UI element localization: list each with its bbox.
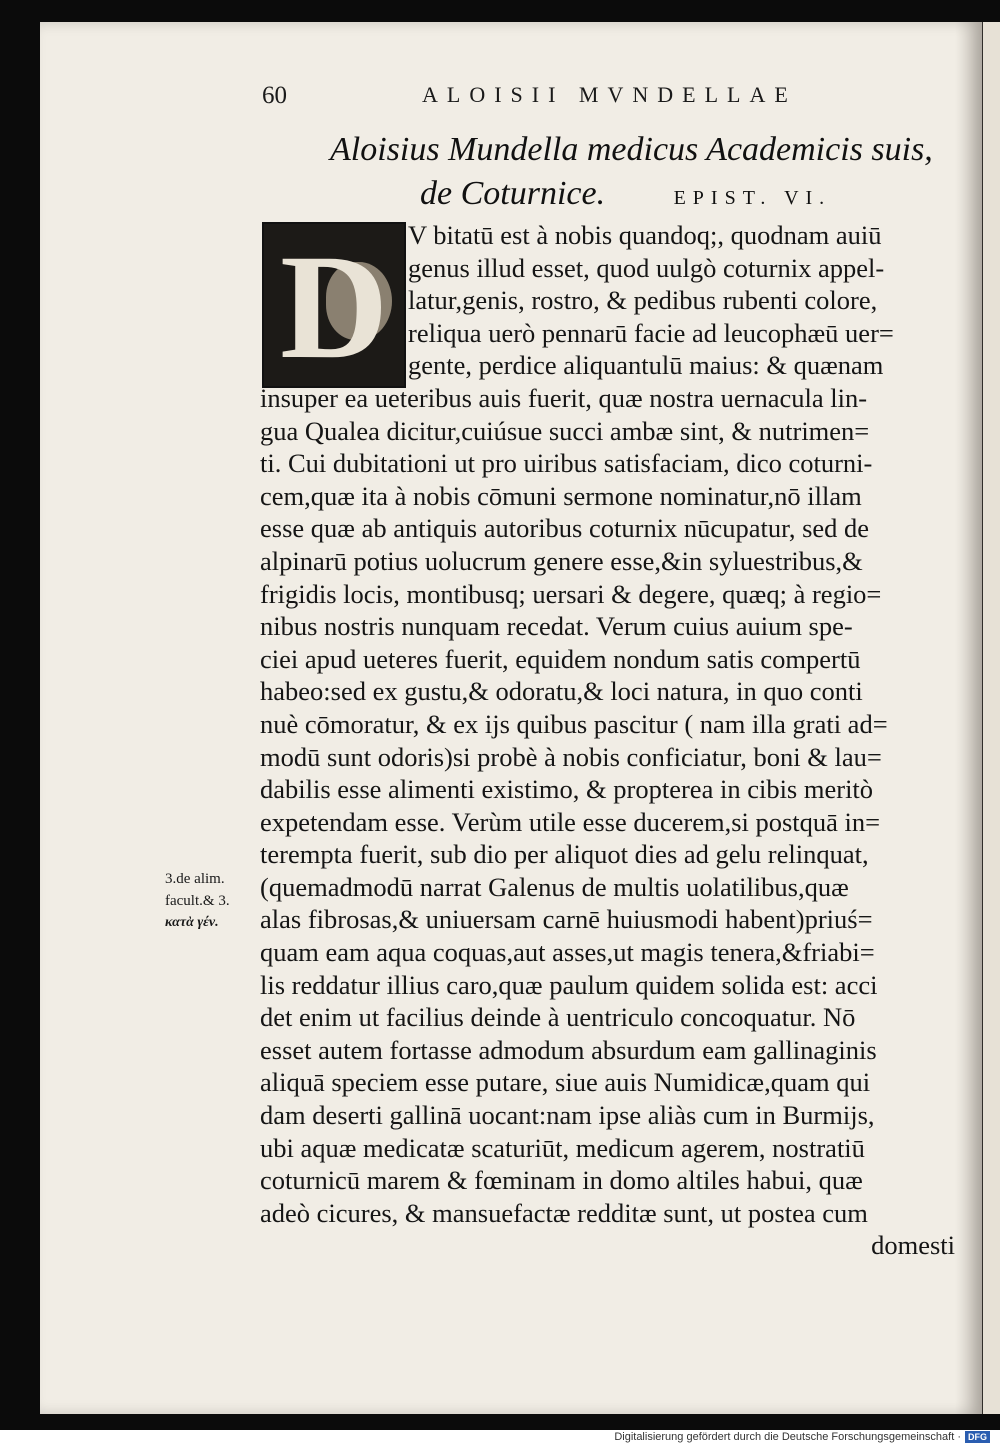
text-line: insuper ea ueteribus auis fuerit, quæ nostra uernacula lin- — [260, 382, 868, 413]
margin-note-line: facult.& 3. — [165, 893, 230, 909]
margin-note-line: κατὰ γέν. — [165, 915, 219, 930]
epistle-body — [260, 219, 955, 1262]
epistle-number: EPIST. VI. — [673, 187, 832, 209]
running-title: ALOISII MVNDELLAE — [422, 82, 797, 107]
page-number: 60 — [262, 82, 287, 109]
epistle-heading-line2 — [330, 172, 950, 220]
text-line: modū sunt odoris)si probè à nobis conficiatur, boni & lau= — [260, 741, 882, 772]
text-line: frigidis locis, montibusq; uersari & degere, quæq; à regio= — [260, 578, 882, 609]
text-line: gua Qualea dicitur,cuiúsue succi ambæ sint, & nutrimen= — [260, 415, 870, 446]
epistle-heading — [330, 128, 950, 220]
text-line: reliqua uerò pennarū facie ad leucophæū uer= — [408, 317, 894, 348]
text-line: nibus nostris nunquam recedat. Verum cuius auium spe- — [260, 611, 853, 642]
text-line: latur,genis, rostro, & pedibus rubenti colore, — [408, 285, 878, 316]
text-line: dabilis esse alimenti existimo, & propterea in cibis meritò — [260, 774, 874, 805]
initial-letter: D — [280, 224, 389, 388]
text-line: alpinarū potius uolucrum genere esse,&in syluestribus,& — [260, 545, 863, 576]
page-gutter-shadow — [955, 22, 983, 1414]
text-line: aliquā speciem esse putare, siue auis Numidicæ,quam qui — [260, 1067, 871, 1098]
text-line: nuè cōmoratur, & ex ijs quibus pascitur ( nam illa grati ad= — [260, 708, 888, 739]
text-line: alas fibrosas,& uniuersam carnē huiusmodi habent)priuś= — [260, 904, 873, 935]
dfg-logo: DFG — [965, 1431, 990, 1443]
text-line: (quemadmodū narrat Galenus de multis uolatilibus,quæ — [260, 871, 849, 902]
margin-note-line: 3.de alim. — [165, 871, 225, 887]
text-line: ciei apud ueteres fuerit, equidem nondum satis compertū — [260, 643, 861, 674]
text-line: det enim ut facilius deinde à uentriculo concoquatur. Nō — [260, 1002, 856, 1033]
margin-note — [165, 868, 265, 934]
text-line: esset autem fortasse admodum absurdum eam gallinaginis — [260, 1034, 877, 1065]
text-line: terempta fuerit, sub dio per aliquot dies ad gelu relinquat, — [260, 839, 869, 870]
text-line: gente, perdice aliquantulū maius: & quænam — [408, 350, 884, 381]
text-line: quam eam aqua coquas,aut asses,ut magis tenera,&friabi= — [260, 937, 875, 968]
running-head — [262, 82, 802, 118]
text-line: esse quæ ab antiquis autoribus coturnix nūcupatur, sed de — [260, 513, 870, 544]
text-line: cem,quæ ita à nobis cōmuni sermone nominatur,nō illam — [260, 480, 862, 511]
epistle-subject: de Coturnice. — [420, 175, 606, 212]
text-line: adeò cicures, & mansuefactæ redditæ sunt, ut postea cum — [260, 1197, 868, 1228]
credit-text: Digitalisierung gefördert durch die Deutsche Forschungsgemeinschaft · — [614, 1431, 961, 1443]
adjacent-page-edge — [983, 22, 1000, 1414]
text-line: coturnicū marem & fœminam in domo altiles habui, quæ — [260, 1165, 863, 1196]
text-line: ubi aquæ medicatæ scaturiūt, medicum agerem, nostratiū — [260, 1132, 865, 1163]
text-line: expetendam esse. Verùm utile esse ducerem,si postquā in= — [260, 806, 881, 837]
digitization-credit — [614, 1428, 990, 1446]
text-line: dam deserti gallinā uocant:nam ipse aliàs cum in Burmijs, — [260, 1100, 875, 1131]
text-line: V bitatū est à nobis quandoq;, quodnam auiū — [408, 220, 882, 250]
catchword: domesti — [871, 1230, 955, 1261]
text-line: habeo:sed ex gustu,& odoratu,& loci natura, in quo conti — [260, 676, 863, 707]
text-line: ti. Cui dubitationi ut pro uiribus satisfaciam, dico coturni- — [260, 448, 873, 479]
text-line: lis reddatur illius caro,quæ paulum quidem solida est: acci — [260, 969, 878, 1000]
text-line: genus illud esset, quod uulgò coturnix appel- — [408, 252, 885, 283]
epistle-heading-line1: Aloisius Mundella medicus Academicis suis, — [330, 131, 933, 168]
